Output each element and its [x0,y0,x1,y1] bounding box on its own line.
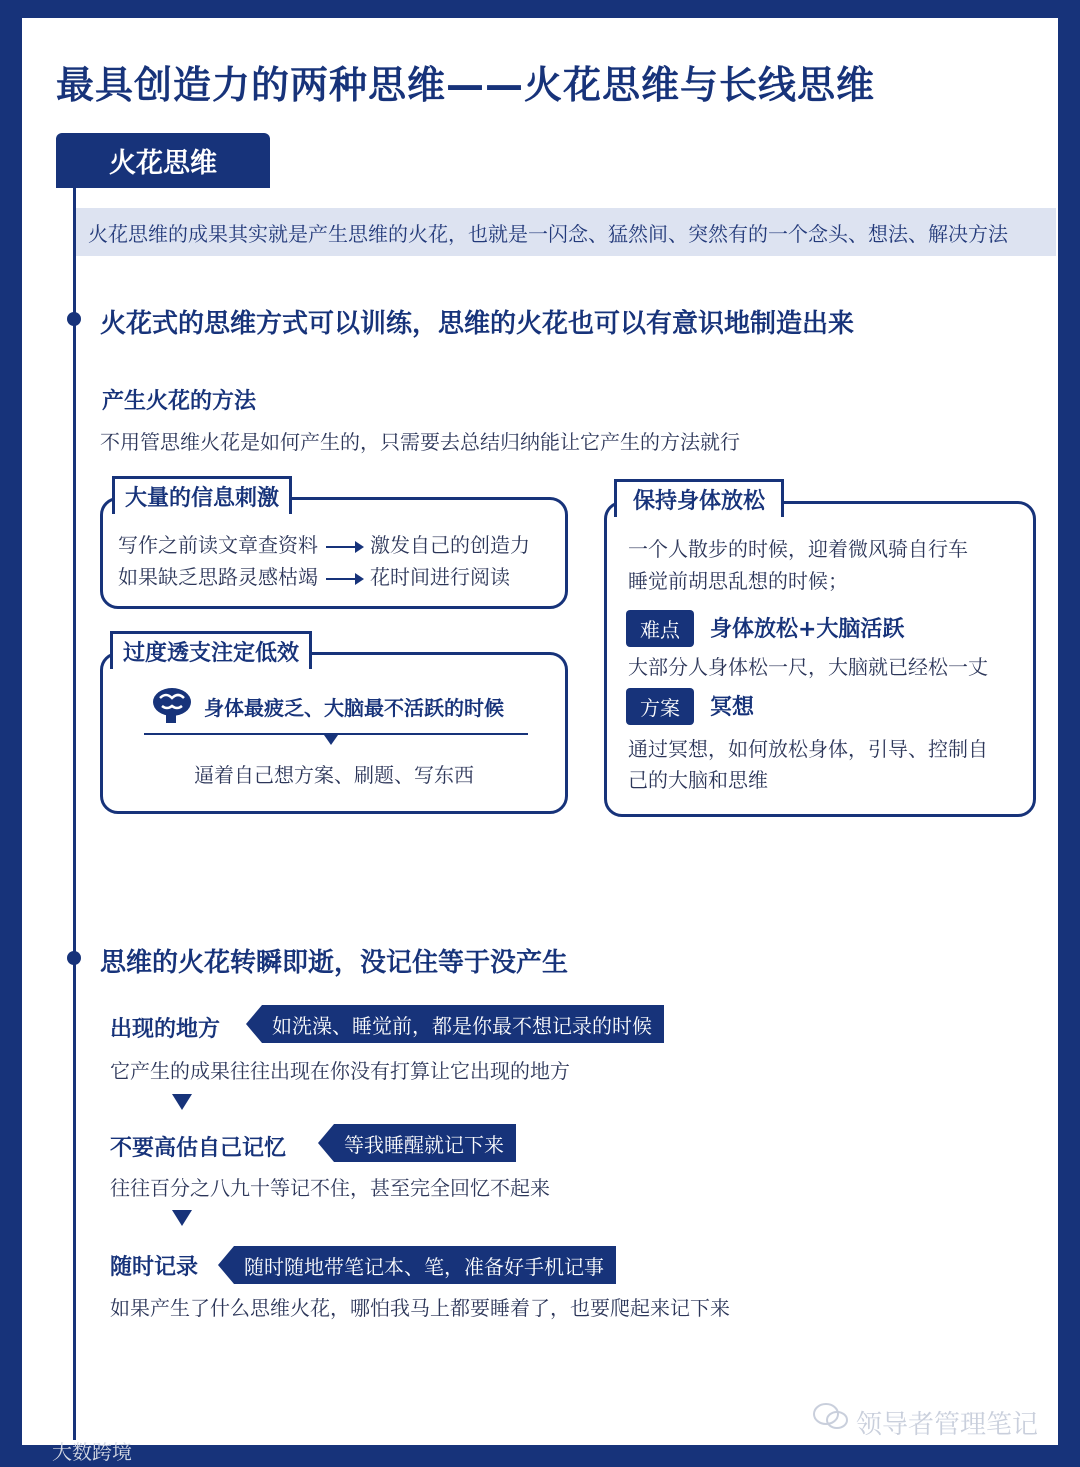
timeline-dot [67,951,81,965]
down-arrow-icon [324,735,338,745]
difficulty-chip: 难点 [626,610,694,647]
watermark-right: 领导者管理笔记 [856,1410,1039,1440]
info-row-2 [118,561,510,590]
info-row-1 [118,529,530,558]
difficulty-title: 身体放松+大脑活跃 [710,617,905,642]
point2-heading: 思维的火花转瞬即逝，没记住等于没产生 [100,948,569,978]
section-tab: 火花思维 [56,133,270,188]
methods-desc: 不用管思维火花是如何产生的，只需要去总结归纳能让它产生的方法就行 [100,430,740,454]
methods-heading: 产生火花的方法 [102,389,257,414]
step-3-desc: 如果产生了什么思维火花，哪怕我马上都要睡着了，也要爬起来记下来 [110,1296,730,1320]
step-3-title: 随时记录 [110,1255,199,1280]
overdraft-label: 过度透支注定低效 [110,631,312,669]
info-row-1-right: 激发自己的创造力 [370,533,530,557]
timeline-line [73,188,76,1440]
overdraft-result: 逼着自己想方案、刷题、写东西 [194,763,474,787]
step-1-title: 出现的地方 [110,1017,221,1042]
step-2-desc: 往往百分之八九十等记不住，甚至完全回忆不起来 [110,1176,550,1200]
right-arrow-icon [326,578,362,580]
wechat-icon [812,1402,850,1432]
down-arrow-icon [172,1210,192,1226]
step-1-tag: 如洗澡、睡觉前，都是你最不想记录的时候 [262,1005,664,1043]
difficulty-text: 大部分人身体松一尺，大脑就已经松一丈 [628,655,988,679]
info-row-2-left: 如果缺乏思路灵感枯竭 [118,565,318,589]
point1-heading: 火花式的思维方式可以训练，思维的火花也可以有意识地制造出来 [100,309,855,339]
timeline-dot [67,312,81,326]
info-row-1-left: 写作之前读文章查资料 [118,533,318,557]
down-arrow-icon [172,1094,192,1110]
info-row-2-right: 花时间进行阅读 [370,565,510,589]
watermark-left: 大数跨境 [52,1440,132,1464]
solution-chip: 方案 [626,688,694,725]
relax-line-2: 睡觉前胡思乱想的时候； [628,569,848,593]
solution-line-1: 通过冥想，如何放松身体，引导、控制自 [628,737,988,761]
info-stimulus-label: 大量的信息刺激 [112,476,292,514]
step-2-tag: 等我睡醒就记下来 [334,1124,516,1162]
relax-line-1: 一个人散步的时候，迎着微风骑自行车 [628,537,968,561]
step-2-title: 不要高估自己记忆 [110,1136,287,1161]
solution-title: 冥想 [710,695,755,720]
page-title: 最具创造力的两种思维——火花思维与长线思维 [56,63,876,107]
step-3-tag: 随时随地带笔记本、笔，准备好手机记事 [234,1246,616,1284]
tired-brain-icon [150,684,196,724]
right-arrow-icon [326,546,362,548]
step-1-desc: 它产生的成果往往出现在你没有打算让它出现的地方 [110,1059,570,1083]
solution-line-2: 己的大脑和思维 [628,768,768,792]
definition-banner: 火花思维的成果其实就是产生思维的火花，也就是一闪念、猛然间、突然有的一个念头、想法、解决方法 [76,208,1056,256]
overdraft-condition: 身体最疲乏、大脑最不活跃的时候 [204,696,504,720]
relax-label: 保持身体放松 [614,479,784,517]
